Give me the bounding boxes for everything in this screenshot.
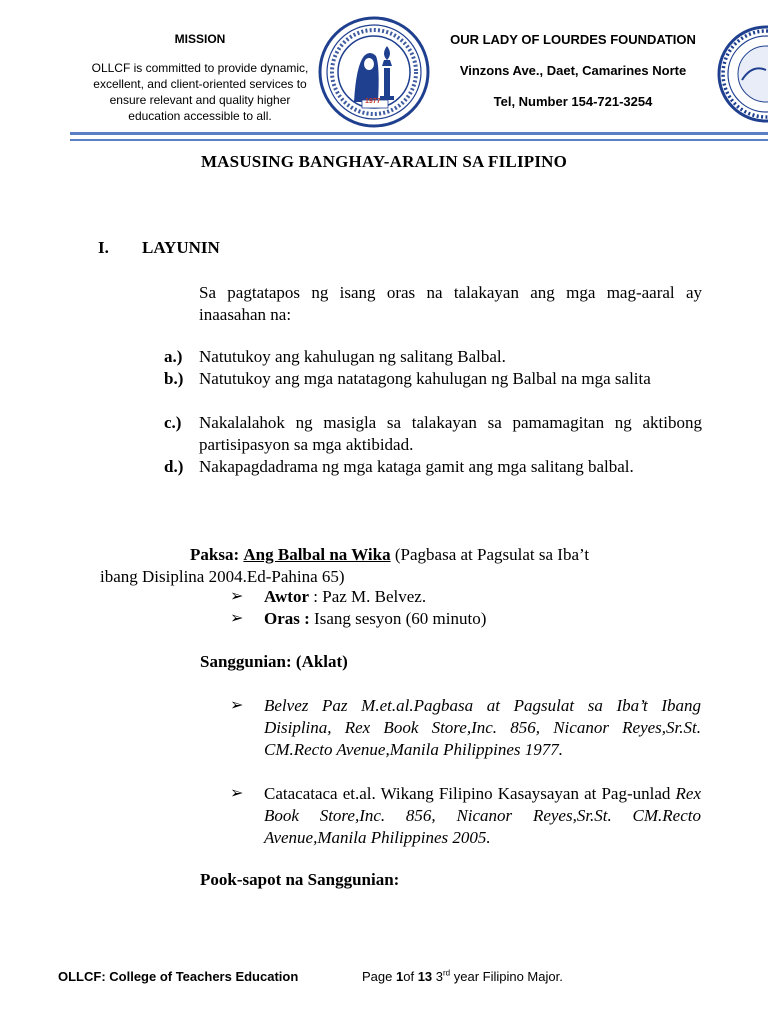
college-of-education-logo: [716, 24, 768, 124]
objective-letter: d.): [164, 457, 184, 476]
footer-page-info: [362, 969, 563, 984]
detail-value: Paz M. Belvez.: [322, 587, 427, 606]
objective-letter: a.): [164, 347, 183, 366]
section-title: LAYUNIN: [142, 238, 220, 257]
references-heading: Sanggunian: (Aklat): [200, 652, 348, 671]
reference-item: Belvez Paz M.et.al.Pagbasa at Pagsulat sa Iba’t Ibang Disiplina, Rex Book Store,Inc. 856, Nicanor Reyes,Sr.St. CM.Recto Avenue,Manila Philippines 1977.: [264, 696, 701, 759]
detail-separator: :: [309, 587, 323, 606]
header-rule-top: [70, 132, 768, 135]
objective-text: Natutukoy ang mga natatagong kahulugan ng Balbal na mga salita: [199, 369, 651, 388]
seal-year: 1977: [365, 98, 381, 105]
mission-statement: OLLCF is committed to provide dynamic, excellent, and client-oriented services to ensure relevant and quality higher education accessible to all.: [91, 61, 309, 123]
page-current: 1: [395, 969, 404, 984]
objective-text: Nakapagdadrama ng mga kataga gamit ang mga salitang balbal.: [199, 457, 634, 476]
paksa-source-continued: ibang Disiplina 2004.Ed-Pahina 65): [100, 567, 345, 586]
year-rest: year Filipino Major.: [450, 969, 563, 984]
reference-item: [264, 783, 701, 849]
paksa-source: (Pagbasa at Pagsulat sa Iba’t: [394, 545, 590, 564]
org-name: OUR LADY OF LOURDES FOUNDATION: [450, 32, 696, 47]
page-total: 13: [417, 969, 433, 984]
year-suffix: rd: [443, 968, 451, 978]
college-seal-logo: [318, 16, 430, 128]
org-phone: Tel, Number 154-721-3254: [493, 94, 653, 109]
reference-publisher: Rex Book Store,Inc. 856, Nicanor Reyes,Sr.St. CM.Recto Avenue,Manila Philippines 2005.: [264, 784, 702, 847]
paksa-line: [190, 544, 589, 566]
detail-time: [264, 608, 486, 630]
arrow-bullet-icon: ➢: [230, 610, 244, 627]
page-prefix: Page: [362, 969, 396, 984]
paksa-label: Paksa:: [190, 545, 240, 564]
reference-lead: Catacataca et.al. Wikang Filipino Kasaysayan at Pag-unlad: [264, 784, 671, 803]
detail-label: Awtor: [264, 587, 309, 606]
arrow-bullet-icon: ➢: [230, 697, 244, 714]
detail-value: Isang sesyon (60 minuto): [314, 609, 487, 628]
page-of: of: [403, 969, 418, 984]
year-number: 3: [432, 969, 443, 984]
arrow-bullet-icon: ➢: [230, 785, 244, 802]
objective-text: Natutukoy ang kahulugan ng salitang Balbal.: [199, 347, 506, 366]
mission-title: MISSION: [174, 32, 226, 46]
objective-letter: b.): [164, 369, 184, 388]
detail-label: Oras :: [264, 609, 310, 628]
detail-author: [264, 586, 426, 608]
org-address: Vinzons Ave., Daet, Camarines Norte: [459, 63, 687, 78]
footer-college: OLLCF: College of Teachers Education: [58, 969, 299, 984]
header-rule-bottom: [70, 139, 768, 141]
document-title: MASUSING BANGHAY-ARALIN SA FILIPINO: [200, 152, 568, 171]
section-number: I.: [98, 238, 109, 257]
objective-letter: c.): [164, 413, 182, 432]
web-references-heading: Pook-sapot na Sanggunian:: [200, 870, 400, 889]
objectives-intro: Sa pagtatapos ng isang oras na talakayan ang mga mag-aaral ay inaasahan na:: [199, 283, 702, 324]
objective-text: Nakalalahok ng masigla sa talakayan sa pamamagitan ng aktibong partisipasyon sa mga aktibidad.: [199, 413, 702, 454]
paksa-topic: Ang Balbal na Wika: [243, 545, 391, 564]
arrow-bullet-icon: ➢: [230, 588, 244, 605]
